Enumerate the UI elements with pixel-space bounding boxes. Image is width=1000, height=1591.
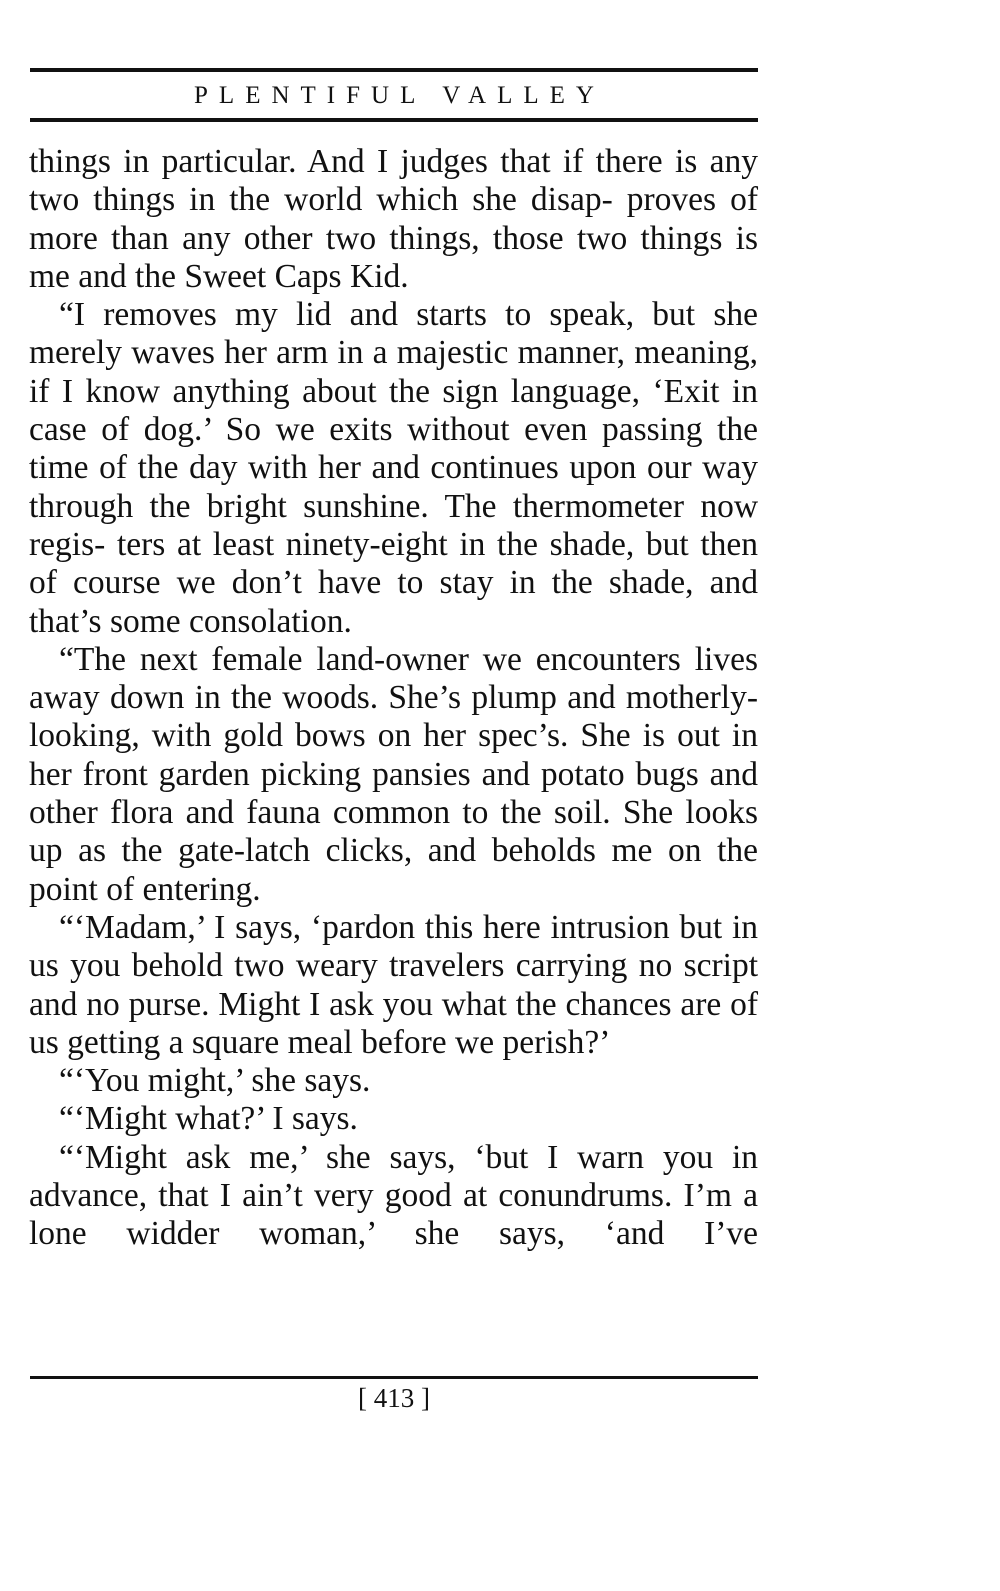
text-line: “I removes my lid and starts to speak, but she <box>59 296 758 334</box>
text-line: proves of more than any other two things, those <box>29 181 759 257</box>
text-line: I’m a lone widder woman,’ she says, ‘and I’ve <box>29 1177 758 1253</box>
text-line: the chances are of us getting a square meal before <box>29 985 758 1061</box>
text-line: language, ‘Exit in case of dog.’ So we exits <box>29 372 758 449</box>
page-number: [ 413 ] <box>358 1383 430 1413</box>
text-line: without even passing the time of the day with <box>29 411 759 487</box>
footer-rule <box>30 1376 758 1379</box>
text-line: but in us you behold two weary travelers carrying <box>29 908 759 985</box>
text-line: advance, that I ain’t very good at conundrums. <box>29 1177 673 1215</box>
paragraph <box>29 296 758 641</box>
text-line: motherly-looking, with gold bows on her spec’s. <box>29 679 758 755</box>
text-line: “‘Might what?’ I says. <box>59 1100 358 1138</box>
text-line: She is out in her front garden picking pansies <box>29 717 758 793</box>
text-line: “‘Madam,’ I says, ‘pardon this here intrusion <box>59 908 670 946</box>
text-line: common to the soil. She looks up as the <box>29 794 758 870</box>
text-line: we perish?’ <box>455 1023 611 1061</box>
running-head-title: PLENTIFUL VALLEY <box>194 82 605 109</box>
text-line: of course we don’t have to stay in the shade, <box>29 564 694 602</box>
text-line: “‘Might ask me,’ she says, ‘but I warn you in <box>59 1138 758 1176</box>
text-line: and that’s some consolation. <box>29 564 758 640</box>
text-line: merely waves her arm in a majestic manner, <box>29 334 626 372</box>
body-text <box>29 143 758 1254</box>
text-line: ters at least ninety-eight in the shade, but then <box>116 525 759 563</box>
paragraph <box>29 909 758 1062</box>
text-line: two things is me and the Sweet Caps Kid. <box>29 219 759 295</box>
text-line: gate-latch clicks, and beholds me on the point <box>29 832 758 908</box>
text-line: of entering. <box>106 870 261 908</box>
text-line: bright sunshine. The thermometer now regis- <box>29 487 759 563</box>
paragraph <box>29 143 758 296</box>
paragraph <box>29 1139 758 1254</box>
text-line: lives away down in the woods. She’s plump and <box>29 640 758 717</box>
paragraph <box>29 641 758 909</box>
text-line: things in particular. And I judges that if there <box>29 143 663 180</box>
text-line: is any two things in the world which she disap- <box>29 143 759 219</box>
header-rule-bottom <box>30 118 758 122</box>
text-line: her and continues upon our way through the <box>29 449 758 525</box>
text-line: “‘You might,’ she says. <box>59 1062 371 1100</box>
paragraph <box>29 1100 758 1138</box>
paragraph <box>29 1062 758 1100</box>
header-rule-top <box>30 68 758 72</box>
text-line: meaning, if I know anything about the sign <box>29 334 759 410</box>
text-line: no script and no purse. Might I ask you what <box>29 947 758 1023</box>
text-line: “The next female land-owner we encounters <box>59 640 681 678</box>
text-line: and potato bugs and other flora and fauna <box>29 755 758 832</box>
